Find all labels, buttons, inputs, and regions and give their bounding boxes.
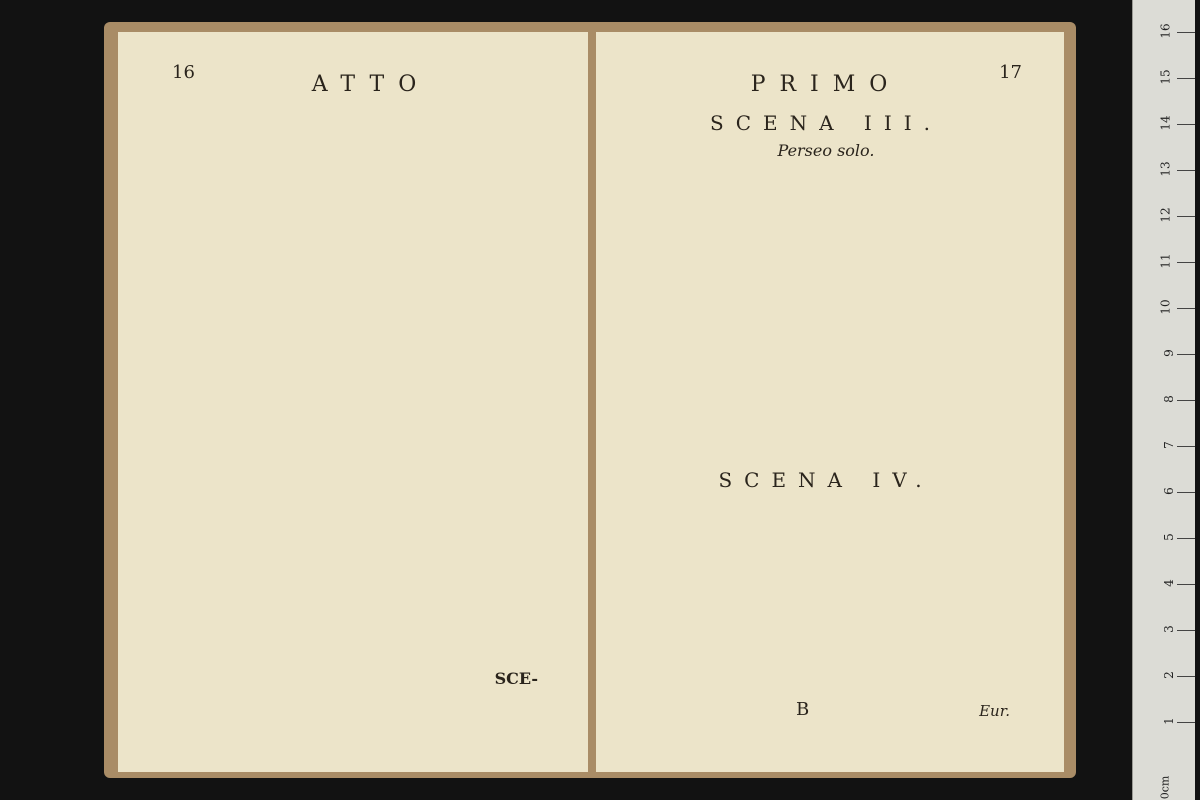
ruler-label: 13 — [1158, 161, 1173, 177]
ruler-label: 2 — [1162, 671, 1177, 679]
catchword: SCE- — [494, 669, 538, 688]
ruler-label: 4 — [1162, 579, 1177, 587]
ruler-label: 16 — [1158, 23, 1173, 39]
ruler-tick — [1177, 492, 1195, 493]
ruler-tick — [1177, 722, 1195, 723]
ruler-label: 11 — [1158, 253, 1173, 269]
ruler-label: 1 — [1162, 717, 1177, 725]
ruler-tick — [1177, 170, 1195, 171]
scene-heading: SCENA III. — [710, 111, 942, 135]
ruler-tick — [1177, 78, 1195, 79]
ruler-tick — [1177, 216, 1195, 217]
ruler-label: 3 — [1162, 625, 1177, 633]
ruler-label: 9 — [1162, 349, 1177, 357]
ruler-tick — [1177, 124, 1195, 125]
ruler-tick — [1177, 630, 1195, 631]
ruler-tick — [1177, 584, 1195, 585]
ruler-label: 7 — [1162, 441, 1177, 449]
ruler-label: 10 — [1158, 299, 1173, 315]
page-number: 16 — [172, 62, 195, 83]
left-page — [118, 32, 588, 772]
ruler-tick — [1177, 676, 1195, 677]
stage-direction: Perseo solo. — [777, 141, 875, 160]
ruler-tick — [1177, 262, 1195, 263]
ruler — [1132, 0, 1195, 800]
ruler-unit: 0cm — [1158, 775, 1172, 800]
catchword: Eur. — [979, 702, 1010, 720]
ruler-label: 15 — [1158, 69, 1173, 85]
ruler-label: 12 — [1158, 207, 1173, 223]
ruler-label: 8 — [1162, 395, 1177, 403]
signature-mark: B — [796, 699, 810, 720]
running-head: ATTO — [311, 72, 431, 97]
ruler-label: 5 — [1162, 533, 1177, 541]
right-page — [596, 32, 1064, 772]
ruler-tick — [1177, 400, 1195, 401]
ruler-tick — [1177, 354, 1195, 355]
ruler-tick — [1177, 446, 1195, 447]
ruler-tick — [1177, 538, 1195, 539]
ruler-label: 14 — [1158, 115, 1173, 131]
ruler-label: 6 — [1162, 487, 1177, 495]
scene-heading: SCENA IV. — [718, 468, 934, 492]
page-number: 17 — [999, 62, 1022, 83]
open-book — [104, 22, 1076, 778]
running-head: PRIMO — [750, 72, 902, 97]
ruler-tick — [1177, 308, 1195, 309]
ruler-tick — [1177, 32, 1195, 33]
